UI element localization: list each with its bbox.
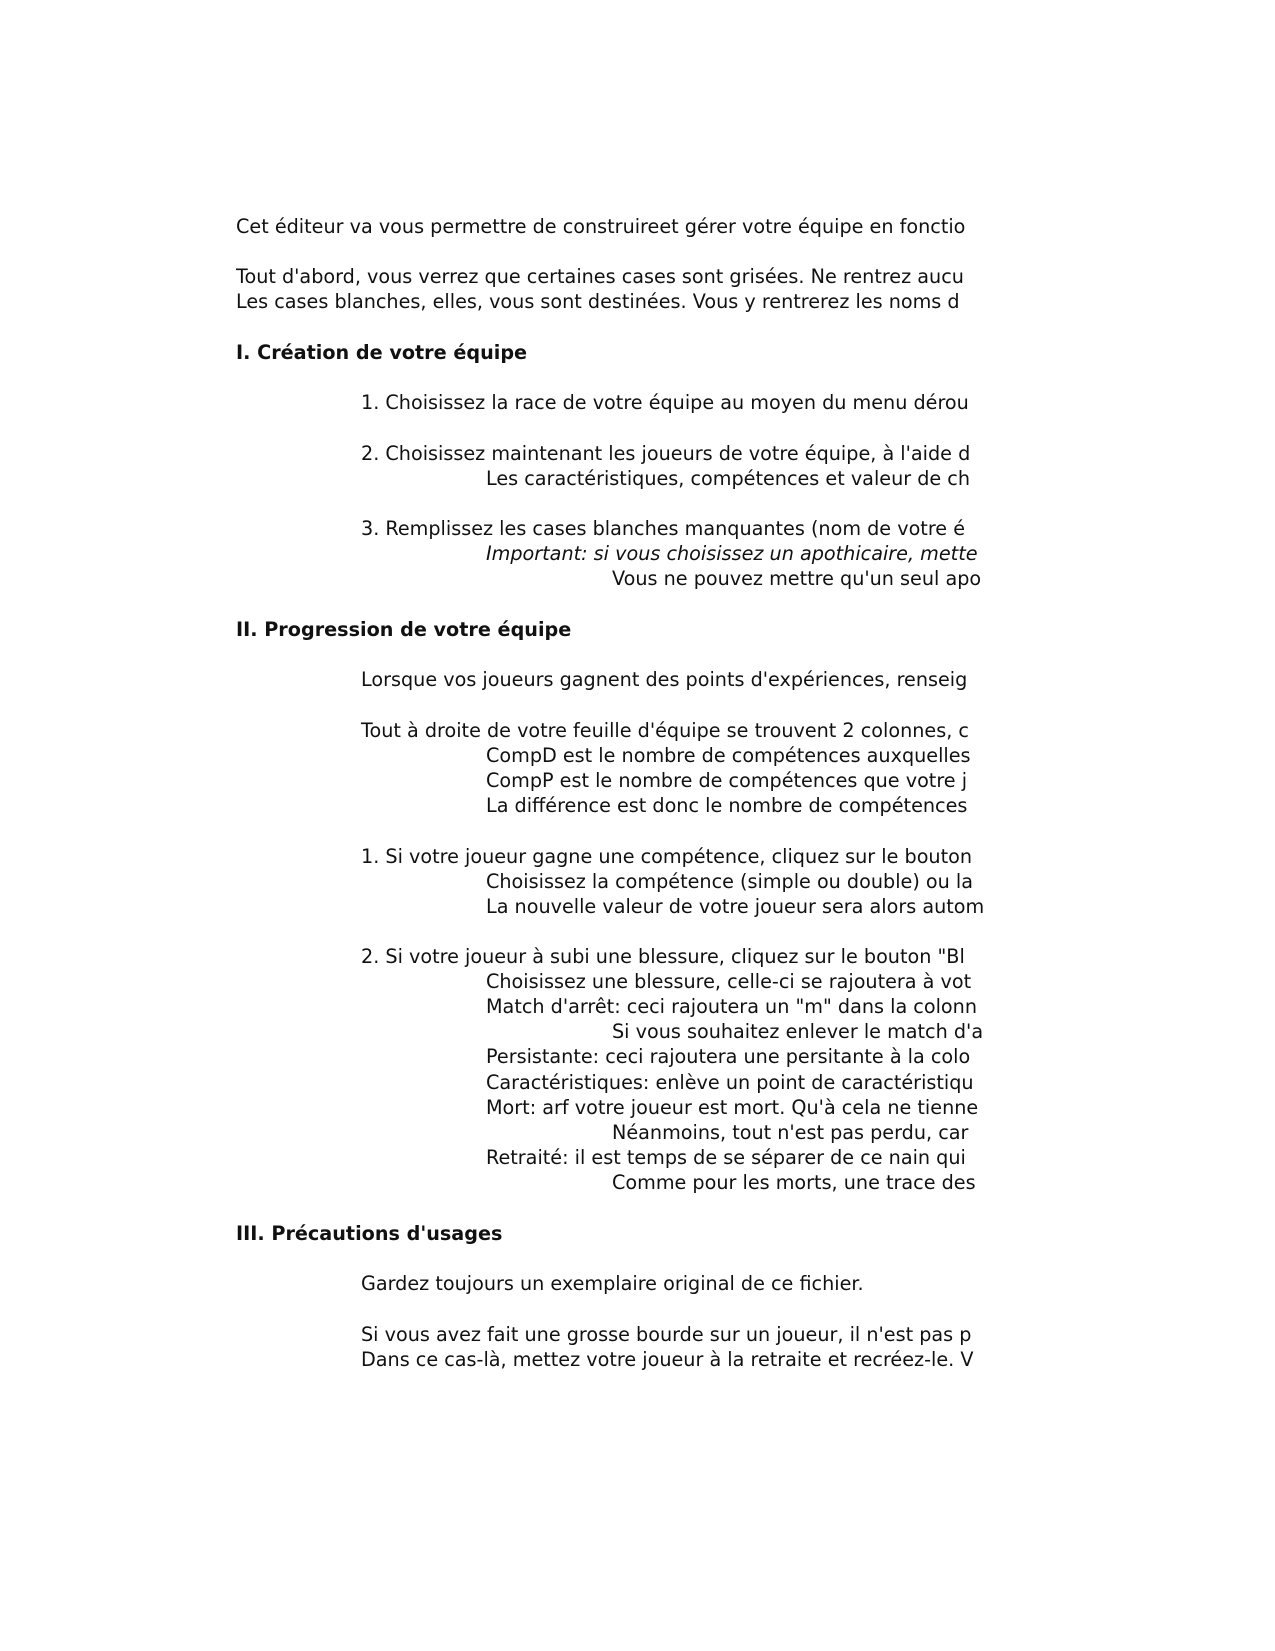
step-detail: Retraité: il est temps de se séparer de ce nain qui — [486, 1146, 966, 1169]
step-subdetail: Si vous souhaitez enlever le match d'a — [612, 1020, 984, 1043]
step-line: 2. Choisissez maintenant les joueurs de votre équipe, à l'aide d — [361, 442, 971, 465]
step-detail: Match d'arrêt: ceci rajoutera un "m" dans la colonn — [486, 995, 977, 1018]
step-detail: Vous ne pouvez mettre qu'un seul apo — [612, 567, 982, 590]
step-detail: Mort: arf votre joueur est mort. Qu'à cela ne tienne — [486, 1096, 979, 1119]
step-detail: La nouvelle valeur de votre joueur sera alors autom — [486, 895, 985, 918]
section-heading-progression: II. Progression de votre équipe — [236, 618, 572, 641]
important-note: Important: si vous choisissez un apothicaire, mette — [486, 542, 978, 565]
paragraph-detail: La différence est donc le nombre de compétences — [486, 794, 968, 817]
intro-paragraph: Tout d'abord, vous verrez que certaines cases sont grisées. Ne rentrez aucu — [236, 265, 964, 288]
step-detail: Choisissez la compétence (simple ou double) ou la — [486, 870, 974, 893]
paragraph-detail: CompD est le nombre de compétences auxquelles — [486, 744, 971, 767]
section-heading-creation: I. Création de votre équipe — [236, 341, 528, 364]
paragraph-line: Dans ce cas-là, mettez votre joueur à la retraite et recréez-le. V — [361, 1348, 974, 1371]
step-subdetail: Néanmoins, tout n'est pas perdu, car — [612, 1121, 969, 1144]
paragraph-detail: CompP est le nombre de compétences que votre j — [486, 769, 968, 792]
paragraph-line: Gardez toujours un exemplaire original de ce fichier. — [361, 1272, 864, 1295]
step-detail: Caractéristiques: enlève un point de caractéristiqu — [486, 1071, 974, 1094]
step-line: 3. Remplissez les cases blanches manquantes (nom de votre é — [361, 517, 966, 540]
paragraph-line: Lorsque vos joueurs gagnent des points d'expériences, renseig — [361, 668, 968, 691]
step-line: 2. Si votre joueur à subi une blessure, cliquez sur le bouton "Bl — [361, 945, 965, 968]
step-detail: Les caractéristiques, compétences et valeur de ch — [486, 467, 971, 490]
step-detail: Persistante: ceci rajoutera une persitante à la colo — [486, 1045, 971, 1068]
section-heading-precautions: III. Précautions d'usages — [236, 1222, 503, 1245]
step-detail: Choisissez une blessure, celle-ci se rajoutera à vot — [486, 970, 972, 993]
step-line: 1. Si votre joueur gagne une compétence, cliquez sur le bouton — [361, 845, 973, 868]
paragraph-line: Si vous avez fait une grosse bourde sur un joueur, il n'est pas p — [361, 1323, 972, 1346]
document-page — [236, 214, 986, 1394]
intro-paragraph: Les cases blanches, elles, vous sont destinées. Vous y rentrerez les noms d — [236, 290, 960, 313]
paragraph-line: Tout à droite de votre feuille d'équipe se trouvent 2 colonnes, c — [361, 719, 969, 742]
step-line: 1. Choisissez la race de votre équipe au moyen du menu dérou — [361, 391, 969, 414]
step-subdetail: Comme pour les morts, une trace des — [612, 1171, 976, 1194]
intro-paragraph: Cet éditeur va vous permettre de construireet gérer votre équipe en fonctio — [236, 215, 966, 238]
